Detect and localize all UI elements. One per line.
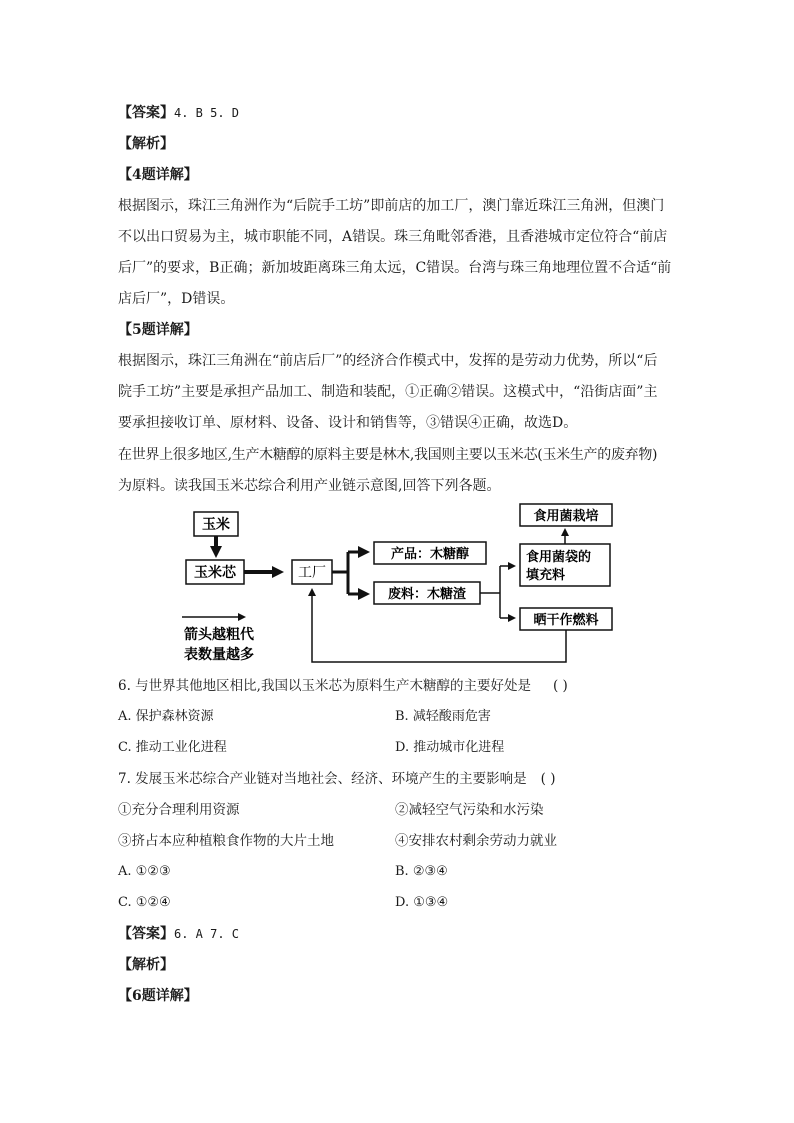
q5-explanation-line: 院手工坊”主要是承担产品加工、制造和装配，①正确②错误。这模式中，“沿街店面”主 — [118, 384, 658, 400]
answer-paren: ( ) — [540, 771, 556, 787]
svg-text:填充料: 填充料 — [526, 568, 566, 583]
svg-text:晒干作燃料: 晒干作燃料 — [533, 613, 599, 628]
svg-text:食用菌栽培: 食用菌栽培 — [533, 509, 599, 524]
answer-line-2 — [118, 925, 239, 943]
intro-line: 为原料。读我国玉米芯综合利用产业链示意图,回答下列各题。 — [118, 478, 501, 494]
legend — [182, 617, 255, 663]
q5-explanation-line: 要承担接收订单、原材料、设备、设计和销售等，③错误④正确，故选D。 — [118, 415, 578, 431]
answer-value: 4. B 5. D — [174, 106, 240, 120]
q6-option-a[interactable]: A. 保护森林资源 — [118, 709, 214, 724]
answer-paren: ( ) — [552, 678, 568, 694]
q7-option-b[interactable]: B. ②③④ — [395, 864, 448, 879]
mushroom-cultivation-node — [520, 504, 612, 526]
intro-line: 在世界上很多地区,生产木糖醇的原料主要是林木,我国则主要以玉米芯(玉米生产的废弃物) — [118, 447, 658, 463]
corncob-node — [186, 560, 244, 584]
q6-option-d[interactable]: D. 推动城市化进程 — [395, 740, 505, 755]
q6-detail-heading: 【6题详解】 — [118, 988, 198, 1004]
q5-explanation-line: 根据图示，珠江三角洲在“前店后厂”的经济合作模式中，发挥的是劳动力优势，所以“后 — [118, 353, 658, 369]
q6-option-c[interactable]: C. 推动工业化进程 — [118, 740, 227, 755]
q6-option-b[interactable]: B. 减轻酸雨危害 — [395, 709, 491, 724]
svg-text:食用菌袋的: 食用菌袋的 — [526, 550, 592, 565]
svg-text:玉米: 玉米 — [202, 517, 230, 533]
q5-detail-heading: 【5题详解】 — [118, 322, 198, 338]
q7-option-d[interactable]: D. ①③④ — [395, 895, 449, 910]
q4-explanation-line: 不以出口贸易为主，城市职能不同，A错误。珠三角毗邻香港，且香港城市定位符合“前店 — [118, 229, 668, 245]
answer-label: 【答案】 — [118, 926, 174, 942]
q4-explanation-line: 后厂”的要求，B正确；新加坡距离珠三角太远，C错误。台湾与珠三角地理位置不合适“前 — [118, 260, 672, 276]
factory-node — [292, 560, 332, 584]
q7-item-3: ③挤占本应种植粮食作物的大片土地 — [118, 833, 334, 849]
svg-text:工厂: 工厂 — [298, 565, 326, 581]
q4-explanation-line: 根据图示，珠江三角洲作为“后院手工坊”即前店的加工厂，澳门靠近珠江三角洲，但澳门 — [118, 198, 665, 214]
q7-option-c[interactable]: C. ①②④ — [118, 895, 171, 910]
q7-item-4: ④安排农村剩余劳动力就业 — [395, 833, 557, 849]
svg-text:玉米芯: 玉米芯 — [194, 565, 236, 581]
q4-explanation-line: 店后厂”，D错误。 — [118, 291, 235, 307]
q7-option-a[interactable]: A. ①②③ — [118, 864, 171, 879]
q6-stem: 6. 与世界其他地区相比,我国以玉米芯为原料生产木糖醇的主要好处是 ( ) — [118, 678, 568, 694]
answer-label: 【答案】 — [118, 105, 174, 121]
svg-text:废料：木糖渣: 废料：木糖渣 — [387, 587, 467, 602]
dry-fuel-node — [520, 608, 612, 630]
q4-detail-heading: 【4题详解】 — [118, 167, 198, 183]
q7-item-2: ②减轻空气污染和水污染 — [395, 802, 544, 818]
svg-text:产品：木糖醇: 产品：木糖醇 — [390, 547, 470, 562]
analysis-heading-1: 【解析】 — [118, 136, 174, 152]
mushroom-bag-node — [520, 544, 610, 586]
svg-text:表数量越多: 表数量越多 — [184, 647, 254, 663]
product-node — [374, 542, 486, 564]
corncob-industry-chain-diagram — [180, 502, 620, 672]
q7-item-1: ①充分合理利用资源 — [118, 802, 240, 818]
analysis-heading-2: 【解析】 — [118, 957, 174, 973]
answer-line-1 — [118, 104, 239, 122]
corn-node — [194, 512, 238, 536]
q7-stem: 7. 发展玉米芯综合产业链对当地社会、经济、环境产生的主要影响是 ( ) — [118, 771, 556, 787]
waste-node — [374, 582, 480, 604]
answer-value: 6. A 7. C — [174, 927, 240, 941]
svg-text:箭头越粗代: 箭头越粗代 — [184, 627, 254, 643]
